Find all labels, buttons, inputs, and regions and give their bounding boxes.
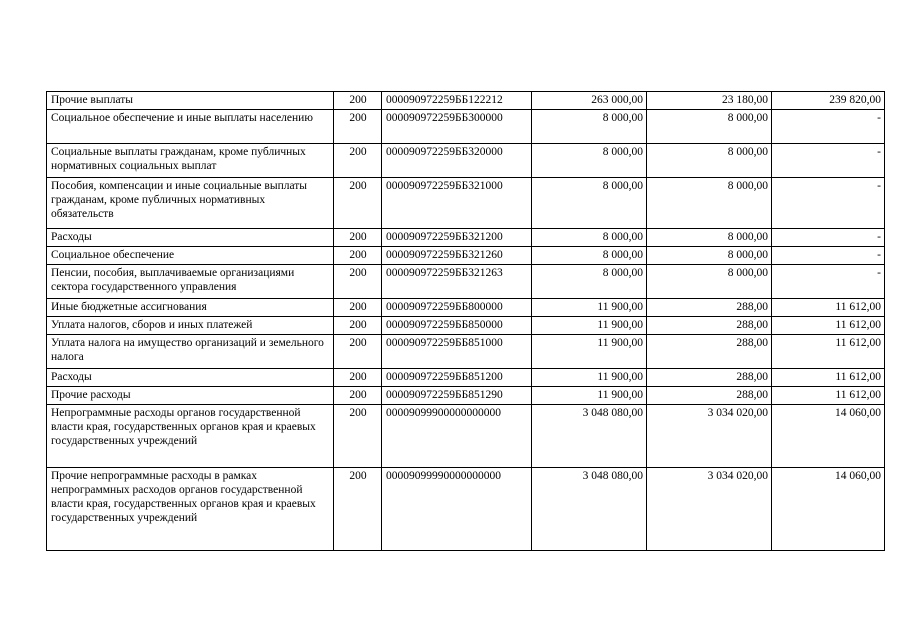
row-remaining-cell: 11 612,00 <box>772 369 885 387</box>
row-executed-cell: 8 000,00 <box>647 144 772 178</box>
row-classification-cell: 000090972259ББ851000 <box>382 335 532 369</box>
table-row <box>47 144 885 178</box>
row-classification-cell: 000090972259ББ321000 <box>382 178 532 229</box>
row-code-cell: 200 <box>334 405 382 468</box>
row-classification-cell: 000090972259ББ321263 <box>382 265 532 299</box>
row-executed-cell: 288,00 <box>647 335 772 369</box>
row-executed-cell: 3 034 020,00 <box>647 468 772 551</box>
row-executed-cell: 288,00 <box>647 369 772 387</box>
row-approved-cell: 11 900,00 <box>532 299 647 317</box>
table-body <box>47 92 885 551</box>
row-name-cell: Прочие расходы <box>47 387 334 405</box>
row-approved-cell: 8 000,00 <box>532 265 647 299</box>
row-remaining-cell: - <box>772 110 885 144</box>
row-classification-cell: 000090972259ББ850000 <box>382 317 532 335</box>
row-remaining-cell: 11 612,00 <box>772 335 885 369</box>
row-executed-cell: 8 000,00 <box>647 265 772 299</box>
table-row <box>47 110 885 144</box>
row-classification-cell: 000090972259ББ800000 <box>382 299 532 317</box>
row-name-cell: Уплата налогов, сборов и иных платежей <box>47 317 334 335</box>
table-row <box>47 335 885 369</box>
row-approved-cell: 8 000,00 <box>532 229 647 247</box>
row-classification-cell: 000090972259ББ321260 <box>382 247 532 265</box>
table-row <box>47 247 885 265</box>
row-executed-cell: 8 000,00 <box>647 229 772 247</box>
row-name-cell: Иные бюджетные ассигнования <box>47 299 334 317</box>
row-name-cell: Пособия, компенсации и иные социальные выплаты гражданам, кроме публичных нормативных обязательств <box>47 178 334 229</box>
row-remaining-cell: 14 060,00 <box>772 468 885 551</box>
table-row <box>47 92 885 110</box>
row-approved-cell: 8 000,00 <box>532 110 647 144</box>
table-row <box>47 299 885 317</box>
row-classification-cell: 000090972259ББ851200 <box>382 369 532 387</box>
table-row <box>47 369 885 387</box>
row-approved-cell: 11 900,00 <box>532 369 647 387</box>
row-approved-cell: 11 900,00 <box>532 335 647 369</box>
row-code-cell: 200 <box>334 144 382 178</box>
row-remaining-cell: 11 612,00 <box>772 299 885 317</box>
document-page <box>46 91 884 551</box>
row-remaining-cell: - <box>772 247 885 265</box>
row-approved-cell: 8 000,00 <box>532 144 647 178</box>
row-code-cell: 200 <box>334 335 382 369</box>
row-name-cell: Уплата налога на имущество организаций и земельного налога <box>47 335 334 369</box>
budget-execution-table <box>46 91 885 551</box>
row-classification-cell: 000090972259ББ851290 <box>382 387 532 405</box>
row-code-cell: 200 <box>334 247 382 265</box>
row-name-cell: Прочие непрограммные расходы в рамках непрограммных расходов органов государственной власти края, государственных органов края и краевых государственных учреждений <box>47 468 334 551</box>
row-approved-cell: 3 048 080,00 <box>532 468 647 551</box>
row-approved-cell: 263 000,00 <box>532 92 647 110</box>
row-name-cell: Прочие выплаты <box>47 92 334 110</box>
table-row <box>47 178 885 229</box>
row-remaining-cell: - <box>772 229 885 247</box>
row-remaining-cell: - <box>772 144 885 178</box>
row-code-cell: 200 <box>334 110 382 144</box>
row-classification-cell: 000090972259ББ320000 <box>382 144 532 178</box>
row-code-cell: 200 <box>334 178 382 229</box>
table-row <box>47 265 885 299</box>
row-executed-cell: 23 180,00 <box>647 92 772 110</box>
table-row <box>47 405 885 468</box>
row-name-cell: Социальное обеспечение <box>47 247 334 265</box>
row-executed-cell: 288,00 <box>647 317 772 335</box>
table-row <box>47 387 885 405</box>
row-remaining-cell: - <box>772 178 885 229</box>
row-code-cell: 200 <box>334 299 382 317</box>
row-name-cell: Непрограммные расходы органов государственной власти края, государственных органов края и краевых государственных учреждений <box>47 405 334 468</box>
row-code-cell: 200 <box>334 229 382 247</box>
row-name-cell: Пенсии, пособия, выплачиваемые организациями сектора государственного управления <box>47 265 334 299</box>
row-code-cell: 200 <box>334 92 382 110</box>
row-name-cell: Расходы <box>47 369 334 387</box>
row-remaining-cell: - <box>772 265 885 299</box>
row-name-cell: Социальные выплаты гражданам, кроме публичных нормативных социальных выплат <box>47 144 334 178</box>
row-classification-cell: 000090972259ББ321200 <box>382 229 532 247</box>
row-name-cell: Социальное обеспечение и иные выплаты населению <box>47 110 334 144</box>
table-row <box>47 468 885 551</box>
row-code-cell: 200 <box>334 369 382 387</box>
row-approved-cell: 8 000,00 <box>532 178 647 229</box>
row-classification-cell: 00009099900000000000 <box>382 405 532 468</box>
row-executed-cell: 3 034 020,00 <box>647 405 772 468</box>
row-approved-cell: 3 048 080,00 <box>532 405 647 468</box>
row-approved-cell: 11 900,00 <box>532 387 647 405</box>
row-name-cell: Расходы <box>47 229 334 247</box>
row-approved-cell: 8 000,00 <box>532 247 647 265</box>
row-classification-cell: 000090972259ББ122212 <box>382 92 532 110</box>
table-row <box>47 229 885 247</box>
row-approved-cell: 11 900,00 <box>532 317 647 335</box>
row-executed-cell: 8 000,00 <box>647 178 772 229</box>
row-remaining-cell: 14 060,00 <box>772 405 885 468</box>
row-remaining-cell: 239 820,00 <box>772 92 885 110</box>
row-classification-cell: 00009099990000000000 <box>382 468 532 551</box>
row-executed-cell: 288,00 <box>647 387 772 405</box>
table-row <box>47 317 885 335</box>
row-code-cell: 200 <box>334 468 382 551</box>
row-executed-cell: 8 000,00 <box>647 110 772 144</box>
row-remaining-cell: 11 612,00 <box>772 387 885 405</box>
row-classification-cell: 000090972259ББ300000 <box>382 110 532 144</box>
row-code-cell: 200 <box>334 387 382 405</box>
row-code-cell: 200 <box>334 265 382 299</box>
row-executed-cell: 8 000,00 <box>647 247 772 265</box>
row-code-cell: 200 <box>334 317 382 335</box>
row-remaining-cell: 11 612,00 <box>772 317 885 335</box>
row-executed-cell: 288,00 <box>647 299 772 317</box>
